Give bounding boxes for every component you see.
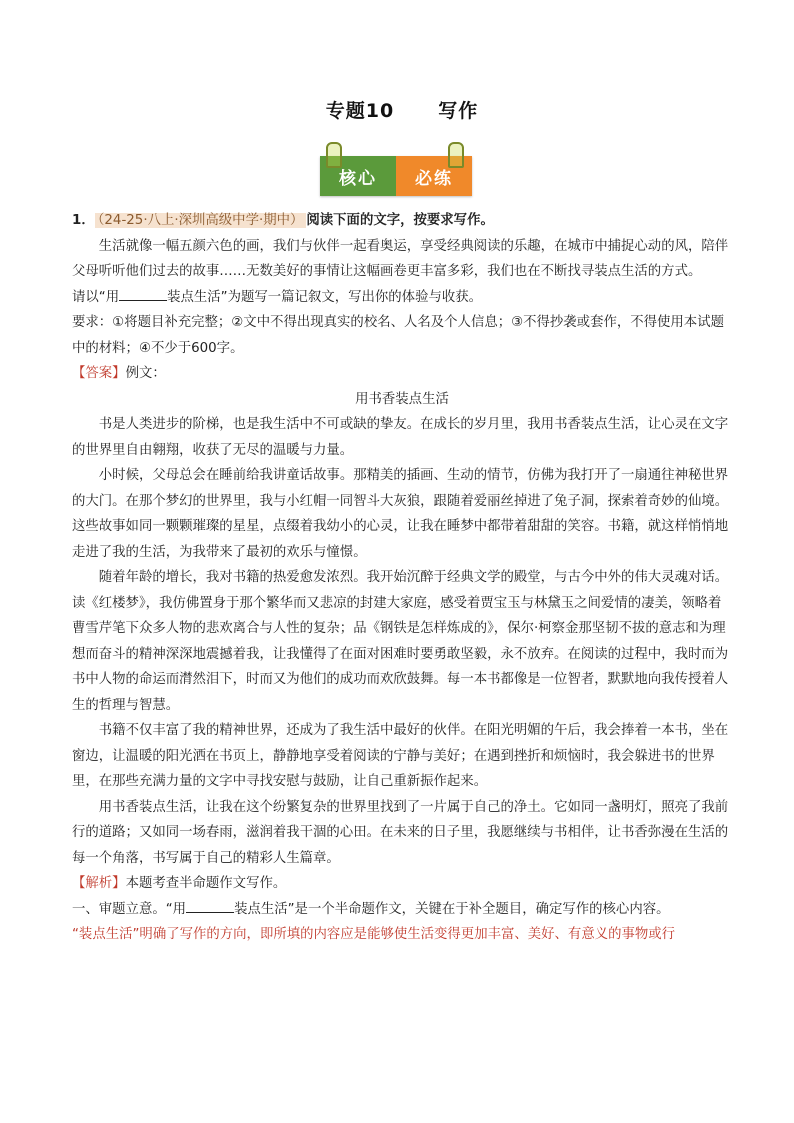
question-instruction: 阅读下面的文字，按要求写作。 (306, 213, 494, 228)
essay-paragraph: 书是人类进步的阶梯，也是我生活中不可或缺的挚友。在成长的岁月里，我用书香装点生活，让心灵在文字的世界里自由翱翔，收获了无尽的温暖与力量。 (72, 417, 729, 458)
fill-blank (119, 286, 167, 301)
binder-clip-icon (448, 142, 464, 168)
answer-header (72, 361, 732, 387)
essay-paragraph: 小时候，父母总会在睡前给我讲童话故事。那精美的插画、生动的情节，仿佛为我打开了一扇通往神秘世界的大门。在那个梦幻的世界里，我与小红帽一同智斗大灰狼，跟随着爱丽丝掉进了兔子洞，探索着奇妙的仙境。这些故事如同一颗颗璀璨的星星，点缀着我幼小的心灵，让我在睡梦中都带着甜甜的笑容。书籍，就这样悄悄地走进了我的生活，为我带来了最初的欢乐与憧憬。 (72, 468, 729, 560)
analysis-tag: 【解析】 (72, 876, 126, 891)
essay-paragraph: 书籍不仅丰富了我的精神世界，还成为了我生活中最好的伙伴。在阳光明媚的午后，我会捧着一本书，坐在窗边，让温暖的阳光洒在书页上，静静地享受着阅读的宁静与美好；在遇到挫折和烦恼时，我会躲进书的世界里，在那些充满力量的文字中寻找安慰与鼓励，让自己重新振作起来。 (72, 723, 729, 789)
analysis-step1: 一、审题立意。“用 装点生活”是一个半命题作文，关键在于补全题目，确定写作的核心内容。 (72, 897, 732, 923)
banner-left: 核心 (320, 156, 396, 196)
binder-clip-icon (326, 142, 342, 168)
question-passage: 生活就像一幅五颜六色的画，我们与伙伴一起看奥运，享受经典阅读的乐趣，在城市中捕捉心动的风，陪伴父母听听他们过去的故事……无数美好的事情让这幅画卷更丰富多彩，我们也在不断找寻装点生活的方式。 (72, 238, 729, 279)
essay-paragraph: 用书香装点生活，让我在这个纷繁复杂的世界里找到了一片属于自己的净土。它如同一盏明灯，照亮了我前行的道路；又如同一场春雨，滋润着我干涸的心田。在未来的日子里，我愿继续与书相伴，让书香弥漫在生活的每一个角落，书写属于自己的精彩人生篇章。 (72, 799, 729, 866)
question-prompt: 请以“用 装点生活”为题写一篇记叙文，写出你的体验与收获。 (72, 285, 732, 311)
content (72, 208, 732, 948)
essay-title: 用书香装点生活 (355, 391, 449, 407)
fill-blank (186, 898, 234, 913)
title-main: 专题10 (325, 100, 395, 122)
question-requirements: 要求：①将题目补充完整；②文中不得出现真实的校名、人名及个人信息；③不得抄袭或套作，不得使用本试题中的材料；④不少于600字。 (72, 315, 724, 356)
banner-right: 必练 (396, 156, 472, 196)
page-title (72, 96, 732, 123)
analysis-step1-detail: “装点生活”明确了写作的方向，即所填的内容应是能够使生活变得更加丰富、美好、有意义的事物或行 (72, 927, 676, 942)
analysis-intro: 本题考查半命题作文写作。 (125, 876, 287, 891)
question-number: 1． (72, 213, 95, 228)
analysis-header (72, 871, 732, 897)
question-source: （24-25·八上·深圳高级中学·期中） (95, 213, 307, 228)
essay-paragraph: 随着年龄的增长，我对书籍的热爱愈发浓烈。我开始沉醉于经典文学的殿堂，与古今中外的伟大灵魂对话。读《红楼梦》，我仿佛置身于那个繁华而又悲凉的封建大家庭，感受着贾宝玉与林黛玉之间爱情的凄美，领略着曹雪芹笔下众多人物的悲欢离合与人性的复杂；品《钢铁是怎样炼成的》，保尔·柯察金那坚韧不拔的意志和为理想而奋斗的精神深深地震撼着我，让我懂得了在面对困难时要勇敢坚毅，永不放弃。在阅读的过程中，我时而为书中人物的命运而潸然泪下，时而又为他们的成功而欢欣鼓舞。每一本书都像是一位智者，默默地向我传授着人生的哲理与智慧。 (72, 570, 729, 713)
answer-lead: 例文： (125, 366, 166, 381)
answer-tag: 【答案】 (72, 366, 126, 381)
question-header (72, 208, 732, 234)
title-sub: 写作 (438, 100, 479, 122)
section-banner (320, 156, 472, 196)
